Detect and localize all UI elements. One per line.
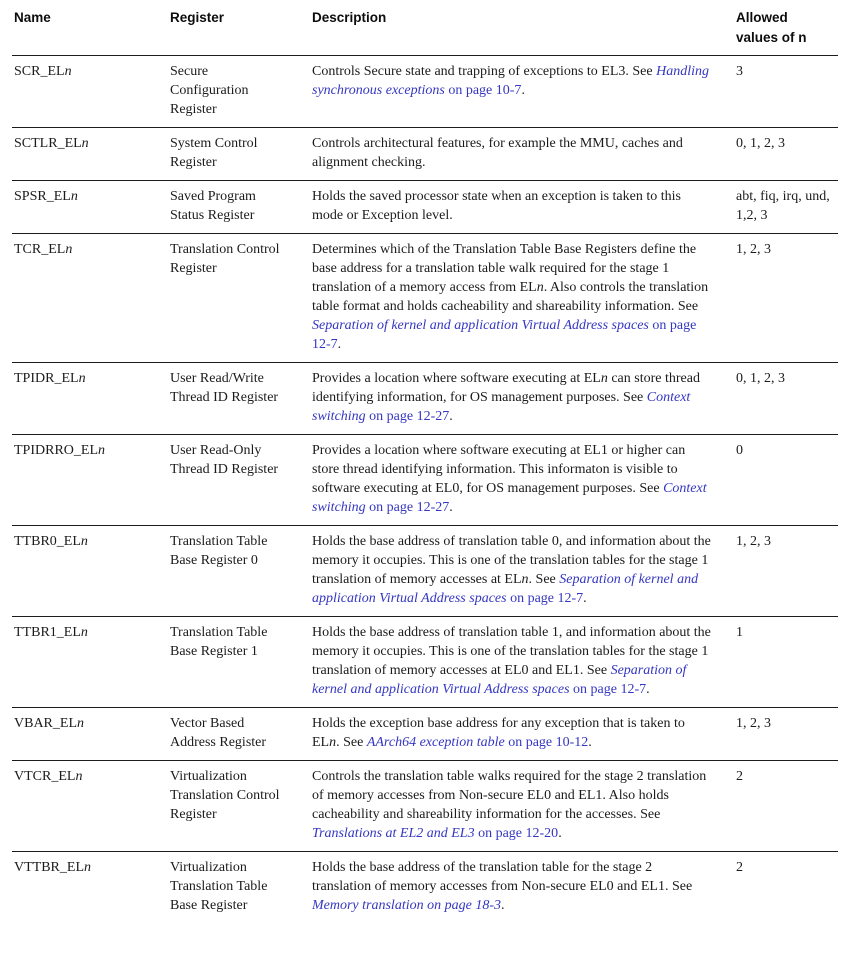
text-run: Holds the base address of translation table 1, and information about the memory it occupies. This is one of the translation tables for the stage 1 translation of memory accesses at EL0 and EL1. See: [312, 625, 711, 678]
text-run: VBAR_EL: [14, 716, 77, 731]
register-name: [12, 767, 170, 843]
text-run: n: [64, 64, 72, 79]
text-run: .: [500, 898, 505, 913]
column-header-allowed-values: Allowed values of n: [736, 10, 807, 45]
allowed-values: 2: [736, 860, 743, 875]
text-run: TCR_EL: [14, 242, 66, 257]
cross-reference-link[interactable]: Separation of kernel and application Virtual Address spaces: [312, 318, 649, 333]
register-table-body: [12, 56, 838, 923]
allowed-values: 1, 2, 3: [736, 242, 771, 257]
register-name: [12, 858, 170, 915]
register-description: [312, 767, 714, 843]
column-header-description: Description: [312, 10, 387, 25]
register-long-name: System Control Register: [170, 136, 258, 170]
register-description: [312, 858, 714, 915]
cross-reference-link[interactable]: Memory translation on page 18-3: [312, 898, 501, 913]
column-header-name: Name: [14, 10, 51, 25]
cross-reference-link[interactable]: Translations at EL2 and EL3: [312, 826, 475, 841]
allowed-values: 0, 1, 2, 3: [736, 371, 785, 386]
register-name: [12, 187, 170, 225]
allowed-values: 0, 1, 2, 3: [736, 136, 785, 151]
text-run: SCR_EL: [14, 64, 65, 79]
text-run: n: [98, 443, 105, 458]
table-row: [12, 181, 838, 234]
register-name: [12, 369, 170, 426]
text-run: n: [84, 860, 91, 875]
text-run: Controls architectural features, for example the MMU, caches and alignment checking.: [312, 136, 683, 170]
text-run: n: [75, 769, 83, 784]
table-row: [12, 852, 838, 923]
table-row: [12, 761, 838, 852]
text-run: .: [583, 591, 587, 606]
cross-reference-link[interactable]: Separation of kernel and application Virtual Address spaces: [312, 663, 687, 697]
cross-reference-link[interactable]: AArch64 exception table: [366, 735, 505, 750]
allowed-values: 2: [736, 769, 743, 784]
cross-reference-link[interactable]: Context switching: [312, 390, 691, 424]
allowed-values: 1: [736, 625, 743, 640]
cross-reference-link[interactable]: on page 12-7: [312, 318, 697, 352]
text-run: .: [588, 735, 592, 750]
text-run: Determines which of the Translation Table Base Registers define the base address for a translation table walk required for the stage 1 translation of a memory access from EL: [312, 242, 697, 295]
text-run: Holds the saved processor state when an exception is taken to this mode or Exception level.: [312, 189, 681, 223]
text-run: n: [78, 371, 86, 386]
register-name: [12, 134, 170, 172]
cross-reference-link[interactable]: on page 10-7: [444, 83, 522, 98]
text-run: Holds the base address of translation table 0, and information about the memory it occupies. This is one of the translation tables for the stage 1 translation of memory accesses at EL: [312, 534, 711, 587]
cross-reference-link[interactable]: on page 12-27: [365, 500, 450, 515]
allowed-values: 1, 2, 3: [736, 534, 771, 549]
allowed-values: abt, fiq, irq, und, 1,2, 3: [736, 189, 830, 223]
register-long-name: Secure Configuration Register: [170, 64, 249, 117]
register-long-name: Virtualization Translation Table Base Register: [170, 860, 268, 913]
text-run: .: [558, 826, 562, 841]
table-row: [12, 617, 838, 708]
text-run: .: [449, 500, 453, 515]
register-name: [12, 623, 170, 699]
cross-reference-link[interactable]: Handling synchronous exceptions: [312, 64, 709, 98]
text-run: SCTLR_EL: [14, 136, 82, 151]
table-row: [12, 56, 838, 128]
text-run: VTTBR_EL: [14, 860, 84, 875]
text-run: .: [449, 409, 453, 424]
register-long-name: Saved Program Status Register: [170, 189, 256, 223]
text-run: Provides a location where software executing at EL: [312, 371, 601, 386]
cross-reference-link[interactable]: on page 12-27: [365, 409, 450, 424]
text-run: .: [521, 83, 525, 98]
register-description: [312, 134, 714, 172]
table-header-row: [12, 0, 838, 56]
text-run: n: [80, 534, 88, 549]
register-name: [12, 714, 170, 752]
text-run: SPSR_EL: [14, 189, 71, 204]
register-long-name: Translation Table Base Register 0: [170, 534, 268, 568]
text-run: n: [80, 625, 88, 640]
text-run: can store thread identifying information, for OS management purposes. See: [312, 371, 700, 405]
cross-reference-link[interactable]: on page 12-7: [569, 682, 647, 697]
table-row: [12, 708, 838, 761]
cross-reference-link[interactable]: on page 10-12: [504, 735, 589, 750]
text-run: n: [77, 716, 84, 731]
text-run: n: [65, 242, 73, 257]
cross-reference-link[interactable]: on page 12-7: [506, 591, 584, 606]
register-long-name: Vector Based Address Register: [170, 716, 267, 750]
cross-reference-link[interactable]: Separation of kernel and application Virtual Address spaces: [312, 572, 699, 606]
registers-table: [12, 0, 838, 923]
register-name: [12, 240, 170, 354]
register-name: [12, 532, 170, 608]
allowed-values: 3: [736, 64, 743, 79]
register-long-name: Translation Table Base Register 1: [170, 625, 268, 659]
register-description: [312, 532, 714, 608]
text-run: n: [70, 189, 78, 204]
text-run: n: [536, 280, 544, 295]
text-run: . See: [336, 735, 367, 750]
register-long-name: Virtualization Translation Control Register: [170, 769, 280, 822]
text-run: TPIDRRO_EL: [14, 443, 98, 458]
register-long-name: User Read/Write Thread ID Register: [170, 371, 279, 405]
allowed-values: 1, 2, 3: [736, 716, 771, 731]
table-row: [12, 234, 838, 363]
text-run: TPIDR_EL: [14, 371, 79, 386]
register-name: [12, 441, 170, 517]
table-row: [12, 128, 838, 181]
cross-reference-link[interactable]: Context switching: [312, 481, 707, 515]
register-description: [312, 623, 714, 699]
text-run: Holds the exception base address for any exception that is taken to EL: [312, 716, 685, 750]
text-run: TTBR1_EL: [14, 625, 81, 640]
text-run: . Also controls the translation table format and holds cacheability and shareability information. See: [312, 280, 709, 314]
table-row: [12, 363, 838, 435]
text-run: .: [646, 682, 650, 697]
text-run: TTBR0_EL: [14, 534, 81, 549]
text-run: .: [337, 337, 342, 352]
allowed-values: 0: [736, 443, 743, 458]
register-description: [312, 187, 714, 225]
text-run: n: [81, 136, 89, 151]
cross-reference-link[interactable]: on page 12-20: [474, 826, 559, 841]
register-name: [12, 62, 170, 119]
column-header-register: Register: [170, 10, 225, 25]
text-run: n: [329, 735, 337, 750]
text-run: Controls the translation table walks required for the stage 2 translation of memory accesses from Non-secure EL0 and EL1. Also holds cacheability and shareability information for the accesses. See: [312, 769, 707, 822]
text-run: n: [521, 572, 529, 587]
text-run: . See: [528, 572, 560, 587]
register-description: [312, 441, 714, 517]
text-run: Controls Secure state and trapping of exceptions to EL3. See: [312, 64, 657, 79]
register-long-name: User Read-Only Thread ID Register: [170, 443, 279, 477]
register-description: [312, 240, 714, 354]
register-description: [312, 714, 714, 752]
text-run: n: [600, 371, 608, 386]
register-long-name: Translation Control Register: [170, 242, 280, 276]
text-run: Provides a location where software executing at EL1 or higher can store thread identifying information. This informaton is visible to software executing at EL0, for OS management purposes. See: [312, 443, 686, 496]
register-description: [312, 369, 714, 426]
text-run: Holds the base address of the translation table for the stage 2 translation of memory accesses from Non-secure EL0 and EL1. See: [312, 860, 693, 894]
table-row: [12, 435, 838, 526]
register-description: [312, 62, 714, 119]
text-run: VTCR_EL: [14, 769, 76, 784]
table-row: [12, 526, 838, 617]
